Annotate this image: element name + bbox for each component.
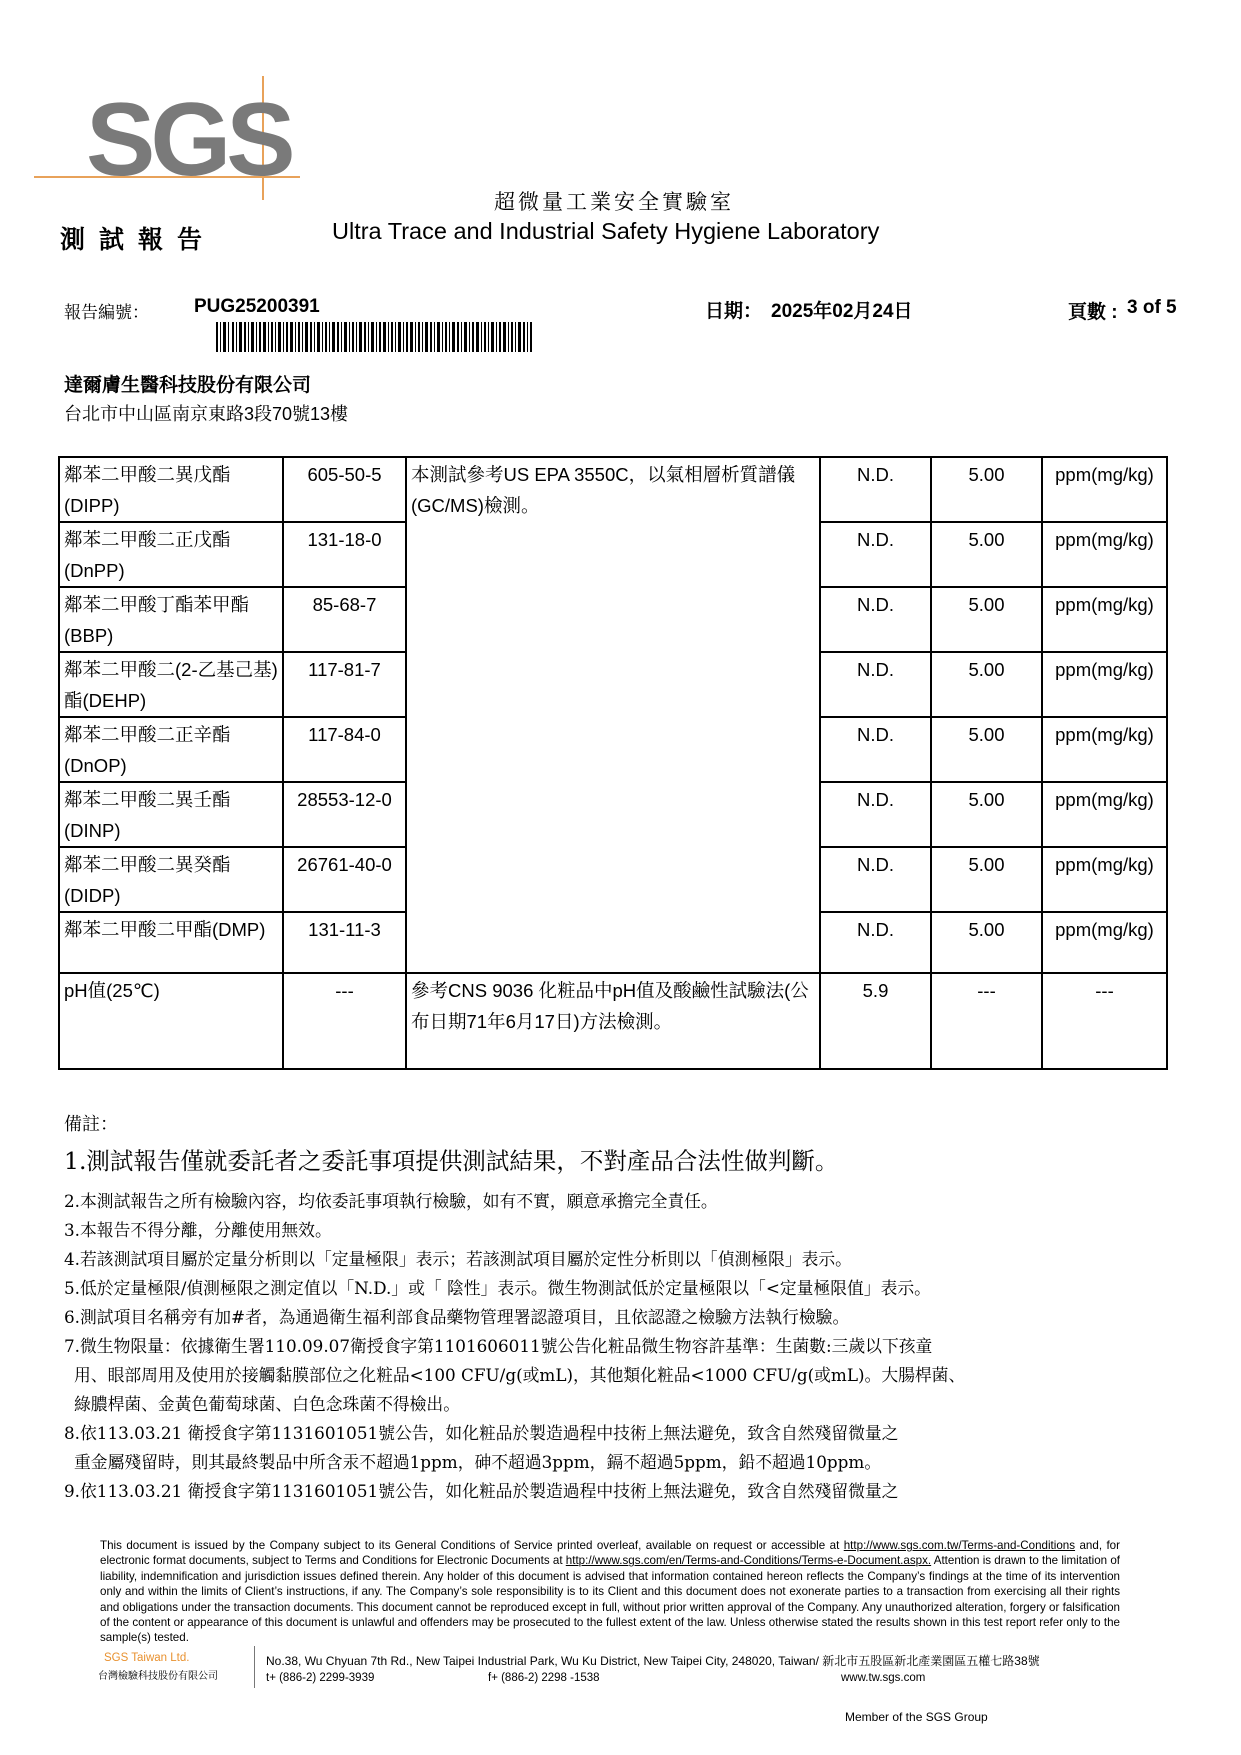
page-number: 3 of 5: [1127, 297, 1177, 318]
cas-no: 131-18-0: [283, 522, 406, 587]
note-1: 1.測試報告僅就委託者之委託事項提供測試結果，不對產品合法性做判斷。: [64, 1147, 839, 1175]
disclaimer-text: Attention is drawn to the limitation of liability, indemnification and jurisdiction issues defined therein. Any holder of this document is advised that information contained hereon reflects the Company’s findings at the time of its intervention only and within the limits of Client’s instructions, if any. The Company’s sole responsibility is to its Client and this document does not exonerate parties to a transaction from exercising all their rights and obligations under the transaction documents. This document cannot be reproduced except in full, without prior written approval of the Company. Any unauthorized alteration, forgery or falsification of the content or appearance of this document is unlawful and offenders may be prosecuted to the fullest extent of the law. Unless otherwise stated the results shown in this test report refer only to the sample(s) tested.: [100, 1554, 1120, 1645]
note-6: 6.測試項目名稱旁有加#者，為通過衛生福利部食品藥物管理署認證項目，且依認證之檢驗方法執行檢驗。: [64, 1307, 850, 1327]
test-method: 參考CNS 9036 化粧品中pH值及酸鹼性試驗法(公布日期71年6月17日)方法檢測。: [406, 973, 820, 1069]
result: 5.9: [820, 973, 931, 1069]
result: N.D.: [820, 587, 931, 652]
note-9: 9.依113.03.21 衛授食字第1131601051號公告，如化粧品於製造過程中技術上無法避免，致含自然殘留微量之: [64, 1481, 899, 1501]
footer-company-cn: 台灣檢驗科技股份有限公司: [98, 1671, 218, 1682]
unit: ppm(mg/kg): [1042, 912, 1167, 973]
table-row: [59, 457, 1167, 522]
unit: ppm(mg/kg): [1042, 587, 1167, 652]
test-item: 鄰苯二甲酸二甲酯(DMP): [59, 912, 283, 973]
limit: 5.00: [931, 522, 1042, 587]
limit: 5.00: [931, 847, 1042, 912]
test-item: 鄰苯二甲酸丁酯苯甲酯(BBP): [59, 587, 283, 652]
note-2: 2.本測試報告之所有檢驗內容，均依委託事項執行檢驗，如有不實，願意承擔完全責任。: [64, 1191, 718, 1211]
test-item: 鄰苯二甲酸二(2-乙基己基)酯(DEHP): [59, 652, 283, 717]
limit: 5.00: [931, 652, 1042, 717]
page-label: 頁數 :: [1068, 302, 1118, 323]
footer-fax: f+ (886-2) 2298 -1538: [488, 1672, 600, 1684]
cas-no: 117-84-0: [283, 717, 406, 782]
disclaimer-text: and, for electronic format documents, subject to Terms and Conditions for Electronic Documents at: [100, 1539, 1120, 1568]
cas-no: 26761-40-0: [283, 847, 406, 912]
unit: ppm(mg/kg): [1042, 782, 1167, 847]
test-item: 鄰苯二甲酸二異癸酯(DIDP): [59, 847, 283, 912]
cas-no: 85-68-7: [283, 587, 406, 652]
limit: ---: [931, 973, 1042, 1069]
limit: 5.00: [931, 587, 1042, 652]
unit: ppm(mg/kg): [1042, 847, 1167, 912]
result: N.D.: [820, 782, 931, 847]
unit: ---: [1042, 973, 1167, 1069]
note-8: 8.依113.03.21 衛授食字第1131601051號公告，如化粧品於製造過程中技術上無法避免，致含自然殘留微量之: [64, 1423, 899, 1443]
unit: ppm(mg/kg): [1042, 457, 1167, 522]
note-5: 5.低於定量極限/偵測極限之測定值以「N.D.」或「 陰性」表示。微生物測試低於定量極限以「<定量極限值」表示。: [64, 1278, 931, 1298]
report-title: 測試報告: [60, 225, 217, 254]
client-name: 達爾膚生醫科技股份有限公司: [64, 375, 312, 396]
footer-member: Member of the SGS Group: [845, 1710, 988, 1724]
limit: 5.00: [931, 717, 1042, 782]
client-address: 台北市中山區南京東路3段70號13樓: [64, 404, 349, 424]
results-table: [58, 456, 1168, 1070]
footer-website[interactable]: www.tw.sgs.com: [841, 1672, 926, 1684]
terms-link[interactable]: http://www.sgs.com.tw/Terms-and-Conditions: [843, 1539, 1076, 1552]
date-label: 日期：: [705, 301, 763, 322]
result: N.D.: [820, 912, 931, 973]
result: N.D.: [820, 457, 931, 522]
result: N.D.: [820, 847, 931, 912]
footer-company-en: SGS Taiwan Ltd.: [104, 1652, 190, 1664]
footer-tel: t+ (886-2) 2299-3939: [266, 1672, 375, 1684]
unit: ppm(mg/kg): [1042, 522, 1167, 587]
cas-no: 28553-12-0: [283, 782, 406, 847]
unit: ppm(mg/kg): [1042, 652, 1167, 717]
lab-name-cn: 超微量工業安全實驗室: [494, 190, 734, 214]
report-no-label: 報告編號：: [64, 303, 149, 323]
test-item: 鄰苯二甲酸二異戊酯(DIPP): [59, 457, 283, 522]
notes-heading: 備註：: [64, 1114, 118, 1135]
report-date: 2025年02月24日: [771, 301, 913, 322]
result: N.D.: [820, 652, 931, 717]
cas-no: 131-11-3: [283, 912, 406, 973]
note-3: 3.本報告不得分離，分離使用無效。: [64, 1220, 332, 1240]
note-7-cont: 綠膿桿菌、金黃色葡萄球菌、白色念珠菌不得檢出。: [74, 1394, 460, 1414]
terms-e-document-link[interactable]: http://www.sgs.com/en/Terms-and-Conditions/Terms-e-Document.aspx.: [565, 1554, 932, 1568]
legal-disclaimer: [100, 1538, 1120, 1646]
cas-no: 117-81-7: [283, 652, 406, 717]
limit: 5.00: [931, 912, 1042, 973]
note-4: 4.若該測試項目屬於定量分析則以「定量極限」表示；若該測試項目屬於定性分析則以「偵測極限」表示。: [64, 1249, 852, 1269]
note-8-cont: 重金屬殘留時，則其最終製品中所含汞不超過1ppm，砷不超過3ppm，鎘不超過5ppm，鉛不超過10ppm。: [74, 1452, 882, 1472]
note-7-cont: 用、眼部周用及使用於接觸黏膜部位之化粧品<100 CFU/g(或mL)，其他類化粧品<1000 CFU/g(或mL)。大腸桿菌、: [74, 1365, 966, 1385]
test-method: 本測試參考US EPA 3550C，以氣相層析質譜儀(GC/MS)檢測。: [406, 457, 820, 973]
cas-no: 605-50-5: [283, 457, 406, 522]
note-7: 7.微生物限量：依據衛生署110.09.07衛授食字第1101606011號公告化粧品微生物容許基準：生菌數:三歲以下孩童: [64, 1336, 933, 1356]
sgs-logo: SGS: [86, 82, 291, 198]
barcode: [216, 322, 532, 352]
result: N.D.: [820, 717, 931, 782]
test-item: pH值(25℃): [59, 973, 283, 1069]
unit: ppm(mg/kg): [1042, 717, 1167, 782]
table-row-ph: [59, 973, 1167, 1069]
footer-divider: [254, 1646, 255, 1688]
test-item: 鄰苯二甲酸二正戊酯(DnPP): [59, 522, 283, 587]
disclaimer-text: This document is issued by the Company subject to its General Conditions of Service printed overleaf, available on request or accessible at: [100, 1539, 844, 1552]
cas-no: ---: [283, 973, 406, 1069]
limit: 5.00: [931, 782, 1042, 847]
footer-address: No.38, Wu Chyuan 7th Rd., New Taipei Industrial Park, Wu Ku District, New Taipei City, 248020, Taiwan/ 新北市五股區新北產業園區五權七路38號: [266, 1654, 1040, 1668]
limit: 5.00: [931, 457, 1042, 522]
test-item: 鄰苯二甲酸二正辛酯(DnOP): [59, 717, 283, 782]
test-item: 鄰苯二甲酸二異壬酯(DINP): [59, 782, 283, 847]
result: N.D.: [820, 522, 931, 587]
lab-name-en: Ultra Trace and Industrial Safety Hygiene Laboratory: [332, 218, 880, 244]
report-no: PUG25200391: [194, 296, 320, 317]
